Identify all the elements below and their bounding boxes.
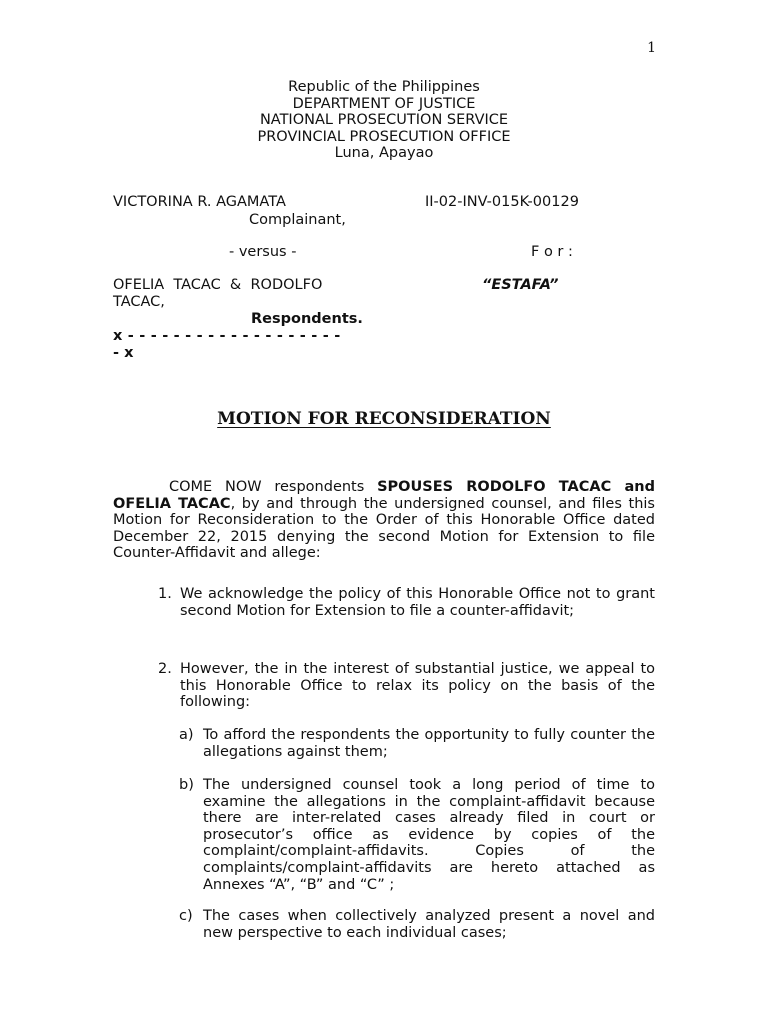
complainant-name: VICTORINA R. AGAMATA [113, 194, 286, 210]
sub-list-item [179, 727, 655, 760]
sub-list-item-text: The cases when collectively analyzed present a novel and new perspective to each individual cases; [203, 908, 655, 941]
sub-list-item-marker: a) [179, 727, 194, 743]
list-item-text: However, the in the interest of substantial justice, we appeal to this Honorable Office to relax its policy on the basis of the following: [180, 661, 655, 711]
header-office: PROVINCIAL PROSECUTION OFFICE [257, 128, 511, 145]
respondents-names-cont: TACAC, [113, 294, 165, 310]
versus-label: - versus - [229, 244, 297, 260]
header-republic: Republic of the Philippines [288, 79, 480, 95]
caption-divider-end: - x [113, 345, 134, 361]
list-item-marker: 2. [158, 661, 172, 677]
list-item [158, 586, 655, 619]
document-header [0, 79, 768, 162]
respondents-role: Respondents. [251, 311, 363, 327]
intro-lead: COME NOW respondents [169, 479, 378, 495]
caption-divider: x - - - - - - - - - - - - - - - - - - - [113, 328, 341, 344]
list-item-marker: 1. [158, 586, 172, 602]
complainant-role: Complainant, [249, 212, 346, 228]
document-title-text: MOTION FOR RECONSIDERATION [217, 409, 551, 429]
respondents-names: OFELIA TACAC & RODOLFO [113, 277, 323, 293]
document-title [0, 409, 768, 429]
page-number: 1 [647, 40, 656, 56]
intro-rest: , by and through the undersigned counsel, and files this Motion for Reconsideration to the Order of this Honorable Office dated December 22, 2015 denying the second Motion for Extension to file Counter-Affidavit and allege: [113, 495, 655, 562]
sub-list-item-text: To afford the respondents the opportunity to fully counter the allegations against them; [203, 727, 655, 760]
for-label: F o r : [531, 244, 573, 260]
list-item [158, 661, 655, 711]
sub-list-item-marker: b) [179, 777, 194, 793]
header-service: NATIONAL PROSECUTION SERVICE [259, 112, 509, 128]
case-number: II-02-INV-015K-00129 [425, 194, 579, 210]
intro-parties: SPOUSES RODOLFO TACAC and OFELIA TACAC [113, 479, 655, 512]
intro-paragraph [113, 479, 655, 562]
header-department: DEPARTMENT OF JUSTICE [292, 95, 476, 112]
list-item-text: We acknowledge the policy of this Honorable Office not to grant second Motion for Extension to file a counter-affidavit; [180, 586, 655, 619]
sub-list-item [179, 908, 655, 941]
header-location: Luna, Apayao [334, 145, 434, 161]
sub-list-item-text: The undersigned counsel took a long period of time to examine the allegations in the complaint-affidavit because there are inter-related cases already filed in court or prosecutor’s office as evidence by copies of the complaint/complaint-affidavits. Copies of the complaints/complaint-affidavits are hereto attached as Annexes “A”, “B” and “C” ; [203, 777, 655, 893]
sub-list-item-marker: c) [179, 908, 193, 924]
sub-list-item [179, 777, 655, 893]
offense-label: “ESTAFA” [482, 277, 559, 293]
